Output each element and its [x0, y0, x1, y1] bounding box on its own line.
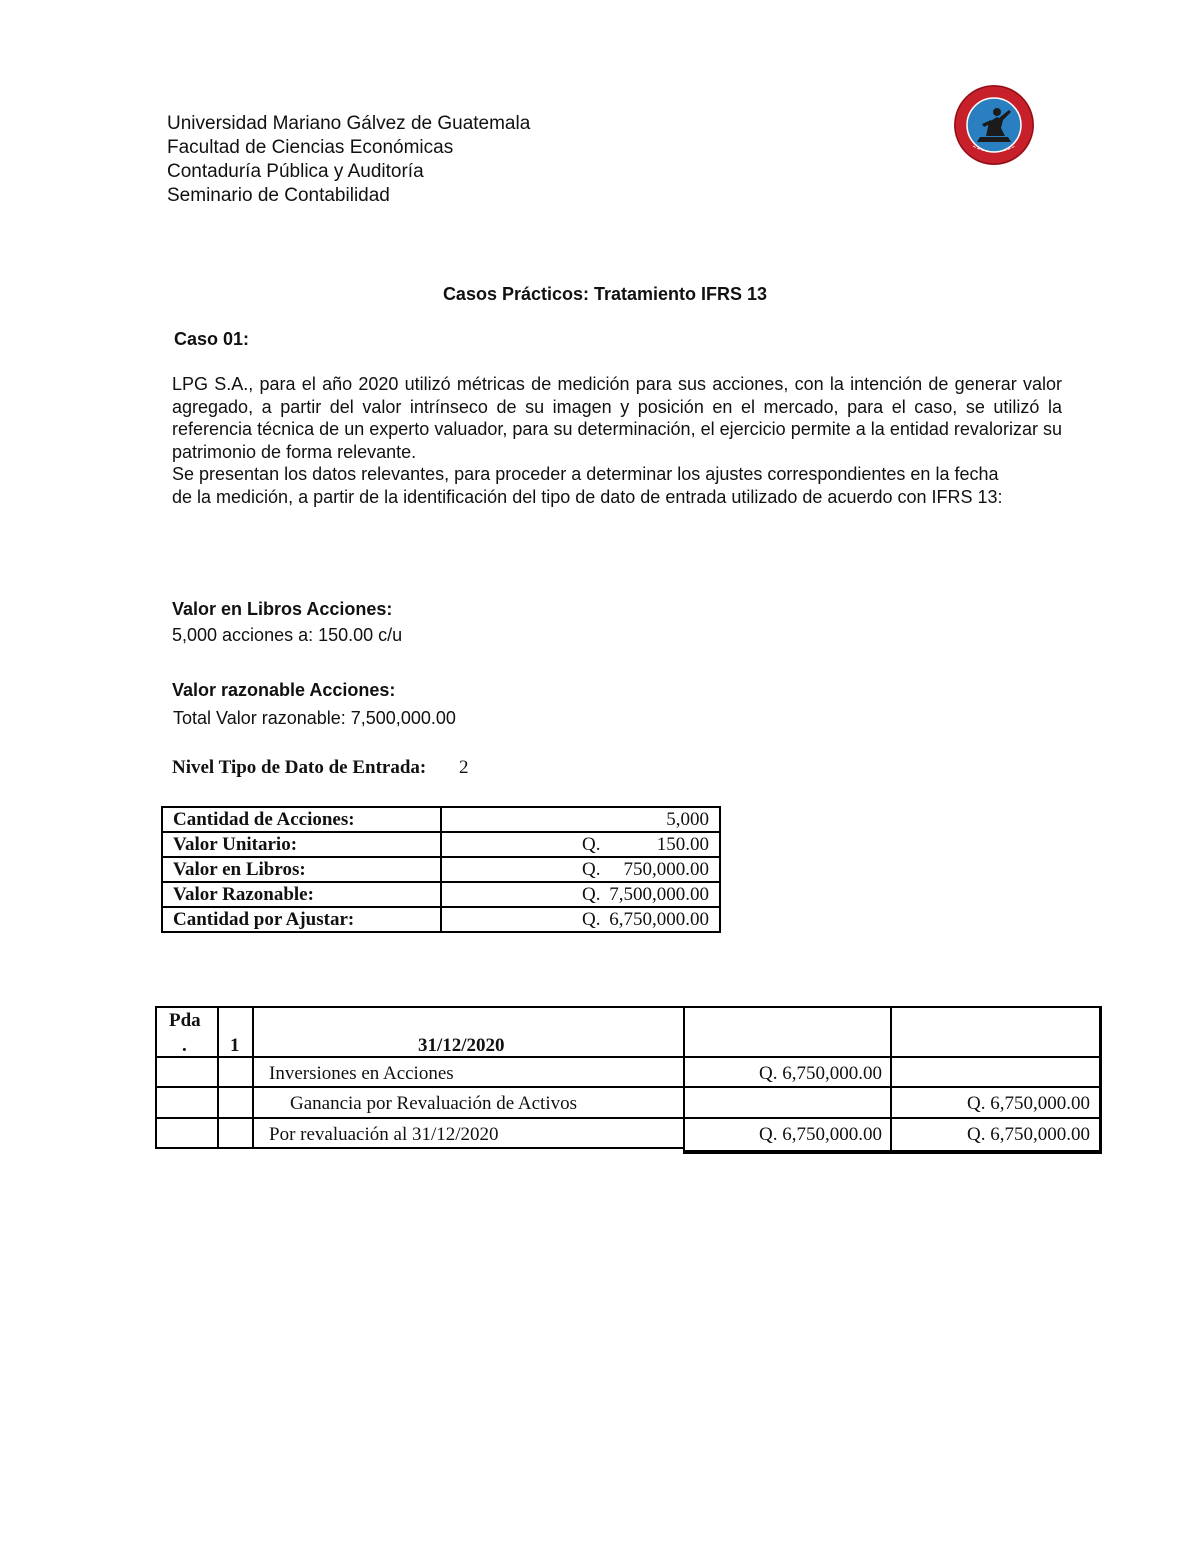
journal-account-credit: Ganancia por Revaluación de Activos	[290, 1093, 578, 1114]
currency-symbol: Q.	[582, 834, 601, 855]
currency-symbol: Q.	[582, 909, 601, 930]
journal-pda-dot: .	[182, 1035, 187, 1056]
summary-label-book-value: Valor en Libros:	[162, 857, 441, 882]
table-row	[162, 832, 720, 857]
summary-label-adjustment: Cantidad por Ajustar:	[162, 907, 441, 932]
journal-pda-label: Pda	[169, 1010, 201, 1031]
journal-entry-date: 31/12/2020	[418, 1035, 505, 1056]
journal-row-divider	[155, 1086, 1102, 1088]
table-row	[162, 907, 720, 932]
input-level-value: 2	[459, 757, 469, 778]
summary-amount-adjustment: 6,750,000.00	[609, 909, 709, 930]
paragraph-data-intro: Se presentan los datos relevantes, para proceder a determinar los ajustes correspondientes en la fecha	[172, 464, 999, 485]
summary-amount-cell	[441, 882, 720, 907]
journal-total-underline	[683, 1150, 1102, 1154]
institution-header	[167, 112, 530, 208]
summary-table	[161, 806, 721, 933]
summary-amount-cell	[441, 807, 720, 832]
summary-amount-cell	[441, 857, 720, 882]
summary-label-unit-value: Valor Unitario:	[162, 832, 441, 857]
table-row	[162, 882, 720, 907]
journal-total-credit: Q. 6,750,000.00	[967, 1124, 1090, 1145]
currency-symbol: Q.	[582, 884, 601, 905]
summary-amount-book-value: 750,000.00	[623, 859, 709, 880]
table-row	[162, 807, 720, 832]
journal-col-divider	[217, 1006, 219, 1149]
input-level-label: Nivel Tipo de Dato de Entrada:	[172, 757, 427, 778]
header-line-faculty: Facultad de Ciencias Económicas	[167, 137, 454, 158]
paragraph-intro: LPG S.A., para el año 2020 utilizó métricas de medición para sus acciones, con la intención de generar valor agregado, a partir del valor intrínseco de su imagen y posición en el mercado, para el caso, se utilizó la referencia técnica de un experto valuador, para su determinación, el ejercicio permite a la entidad revalorizar su patrimonio de forma relevante.	[172, 374, 1062, 462]
journal-debit-amount: Q. 6,750,000.00	[759, 1063, 882, 1084]
case-description	[172, 373, 1062, 509]
header-line-career: Contaduría Pública y Auditoría	[167, 161, 424, 182]
book-value-text: 5,000 acciones a: 150.00 c/u	[172, 625, 403, 645]
journal-credit-amount: Q. 6,750,000.00	[967, 1093, 1090, 1114]
input-level-line	[172, 757, 469, 779]
journal-border-bottom	[155, 1147, 685, 1149]
summary-label-shares: Cantidad de Acciones:	[162, 807, 441, 832]
page-title: Casos Prácticos: Tratamiento IFRS 13	[442, 284, 768, 304]
journal-row-divider	[155, 1117, 1102, 1119]
journal-border-right	[1099, 1006, 1102, 1152]
summary-amount-cell	[441, 832, 720, 857]
journal-border-left	[155, 1006, 157, 1149]
journal-account-debit: Inversiones en Acciones	[269, 1063, 454, 1084]
table-row	[162, 857, 720, 882]
journal-col-divider	[683, 1006, 685, 1152]
summary-label-fair-value: Valor Razonable:	[162, 882, 441, 907]
summary-amount-shares: 5,000	[666, 809, 709, 830]
header-line-course: Seminario de Contabilidad	[167, 185, 390, 206]
summary-amount-unit-value: 150.00	[656, 834, 709, 855]
university-seal-logo	[953, 84, 1035, 166]
fair-value-text: Total Valor razonable: 7,500,000.00	[173, 708, 456, 728]
journal-entry-number: 1	[230, 1035, 240, 1056]
journal-row-divider	[155, 1056, 1102, 1058]
summary-amount-fair-value: 7,500,000.00	[609, 884, 709, 905]
journal-entry-description: Por revaluación al 31/12/2020	[269, 1124, 499, 1145]
book-value-heading: Valor en Libros Acciones:	[172, 599, 393, 619]
summary-amount-cell	[441, 907, 720, 932]
currency-symbol: Q.	[582, 859, 601, 880]
journal-border-top	[155, 1006, 1102, 1008]
journal-col-divider	[890, 1006, 892, 1152]
journal-col-divider	[252, 1006, 254, 1149]
fair-value-heading: Valor razonable Acciones:	[172, 680, 396, 700]
journal-total-debit: Q. 6,750,000.00	[759, 1124, 882, 1145]
header-line-university: Universidad Mariano Gálvez de Guatemala	[167, 113, 531, 134]
paragraph-ifrs: de la medición, a partir de la identificación del tipo de dato de entrada utilizado de acuerdo con IFRS 13:	[172, 486, 1003, 507]
case-label: Caso 01:	[174, 329, 250, 349]
journal-entry-table	[155, 1006, 1102, 1154]
